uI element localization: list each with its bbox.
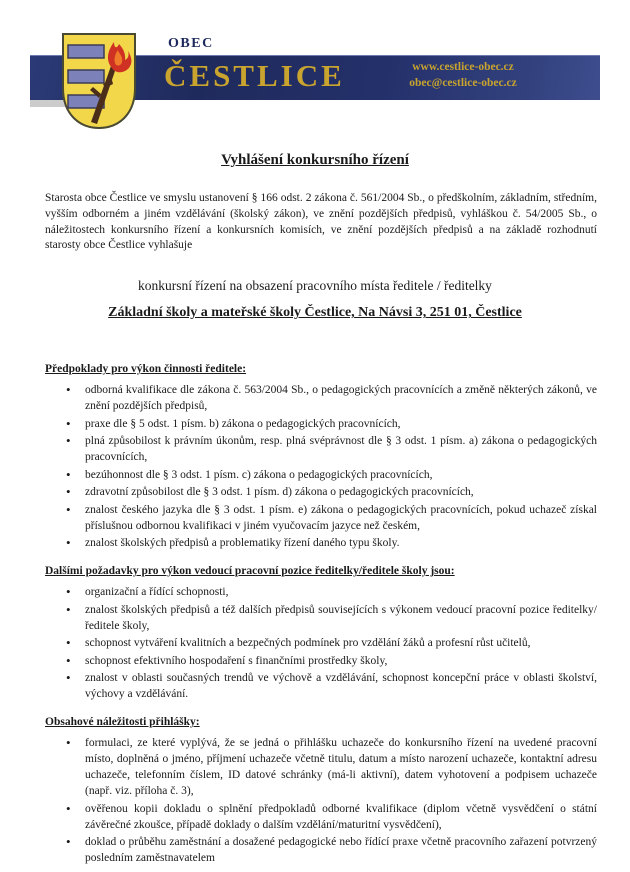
intro-paragraph: Starosta obce Čestlice ve smyslu ustanovení § 166 odst. 2 zákona č. 561/2004 Sb., o předškolním, základním, středním, vyšším odborném a jiném vzdělávání (školský zákon), ve znění pozdějších předpisů, vyhláškou č. 54/2005 Sb., o náležitostech konkursního řízení a konkursních komisích, ve znění pozdějších předpisů a na základě rozhodnutí starosty obce Čestlice vyhlašuje: [45, 192, 597, 252]
bullet-list-predpoklady: [45, 382, 597, 551]
list-item: • doklad o průběhu zaměstnání a dosažené pedagogické nebo řídící praxe včetně pracovního zařazení potvrzený posledním zaměstnavatelem: [85, 834, 597, 866]
bullet-list-dalsi-pozadavky: [45, 584, 597, 702]
website-url: www.cestlice-obec.cz: [412, 61, 514, 73]
list-item: • ověřenou kopii dokladu o splnění předpokladů odborné kvalifikace (diplom včetně vysvědčení o státní závěrečné zkoušce, případě doklady o dalším vzdělání/maturitní vysvědčení),: [85, 801, 597, 833]
list-item: • znalost českého jazyka dle § 3 odst. 1 písm. e) zákona o pedagogických pracovnících, pokud uchazeč získal příslušnou odbornou kvalifikaci v jiném vyučovacím jazyce než českém,: [85, 502, 597, 534]
school-name-line: Základní školy a mateřské školy Čestlice, Na Návsi 3, 251 01, Čestlice: [108, 305, 522, 321]
list-item: • zdravotní způsobilost dle § 3 odst. 1 písm. d) zákona o pedagogických pracovnících,: [85, 484, 597, 500]
list-item: • schopnost efektivního hospodaření s finančními prostředky školy,: [85, 653, 597, 669]
shield-bar-icon: [68, 45, 104, 58]
section-heading-dalsi-pozadavky: Dalšími požadavky pro výkon vedoucí pracovní pozice ředitelky/ředitele školy jsou:: [45, 565, 455, 578]
list-item: • znalost školských předpisů a problematiky řízení daného typu školy.: [85, 535, 597, 551]
list-item: • znalost školských předpisů a též dalších předpisů souvisejících s výkonem vedoucí pracovní pozice ředitelky/ředitele školy,: [85, 602, 597, 634]
list-item: • plná způsobilost k právním úkonům, resp. plná svéprávnost dle § 3 odst. 1 písm. a) zákona o pedagogických pracovnících,: [85, 433, 597, 465]
shield-bar-icon: [68, 70, 104, 83]
bullet-list-obsahove-nalezitosti: [45, 735, 597, 866]
subject-line: konkursní řízení na obsazení pracovního místa ředitele / ředitelky: [138, 278, 492, 294]
list-item: • odborná kvalifikace dle zákona č. 563/2004 Sb., o pedagogických pracovnících a změně některých zákonů, ve znění pozdějších předpisů,: [85, 382, 597, 414]
list-item: • znalost v oblasti současných trendů ve výchově a vzdělávání, schopnost koncepční práce v oblasti školství, výchovy a vzdělávání.: [85, 670, 597, 702]
section-heading-predpoklady: Předpoklady pro výkon činnosti ředitele:: [45, 363, 247, 376]
sections: [45, 363, 597, 866]
list-item: • organizační a řídící schopnosti,: [85, 584, 597, 600]
letterhead: [0, 0, 630, 148]
list-item: • bezúhonnost dle § 3 odst. 1 písm. c) zákona o pedagogických pracovnících,: [85, 467, 597, 483]
document-title: Vyhlášení konkursního řízení: [221, 152, 409, 168]
contact-block: [388, 59, 538, 91]
list-item: • formulaci, ze které vyplývá, že se jedná o přihlášku uchazeče do konkursního řízení na uvedené pracovní místo, doplněná o jméno, příjmení uchazeče včetně titulu, datum a místo narození uchazeče, kontaktní adresu uchazeče, telefonním číslem, ID datové schránky (má-li aktivní), datem vyhotovení a podpisem uchazeče (např. viz. příloha č. 3),: [85, 735, 597, 799]
list-item: • schopnost vytváření kvalitních a bezpečných podmínek pro vzdělání žáků a profesní růst učitelů,: [85, 635, 597, 651]
municipality-name: ČESTLICE: [164, 58, 345, 93]
section-heading-obsahove-nalezitosti: Obsahové náležitosti přihlášky:: [45, 716, 200, 729]
obec-label: OBEC: [168, 36, 214, 51]
list-item: • praxe dle § 5 odst. 1 písm. b) zákona o pedagogických pracovnících,: [85, 416, 597, 432]
cestlice-coat-of-arms-icon: [59, 32, 139, 131]
email-address: obec@cestlice-obec.cz: [409, 77, 517, 89]
